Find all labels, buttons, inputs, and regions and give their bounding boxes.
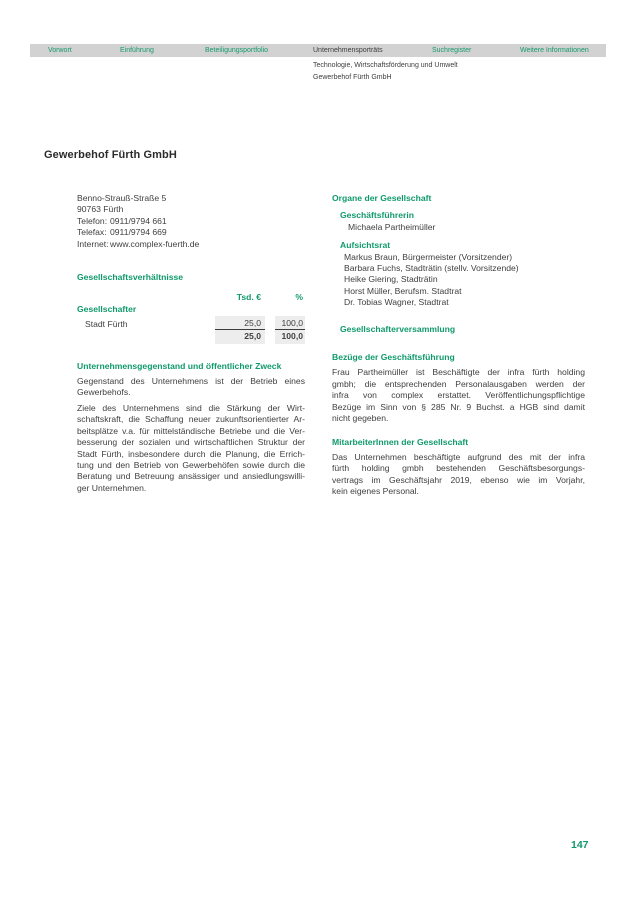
nav-item-beteiligungsportfolio[interactable]: Beteiligungsportfolio xyxy=(205,47,269,54)
right-column xyxy=(332,193,585,498)
contact-internet xyxy=(77,239,305,250)
subheading-aufsichtsrat: Aufsichtsrat xyxy=(340,240,391,251)
group-label-gesellschafter: Gesellschafter xyxy=(77,304,137,315)
section-heading-unternehmensgegenstand: Unternehmensgegenstand und öffentlicher Zweck xyxy=(77,360,282,371)
website-link[interactable]: www.complex-fuerth.de xyxy=(110,238,200,249)
list-item: Horst Müller, Berufsm. Stadtrat xyxy=(344,285,462,296)
section-heading-gesellschaftsverhaeltnisse: Gesellschaftsverhältnisse xyxy=(77,272,184,283)
page-title: Gewerbehof Fürth GmbH xyxy=(44,149,177,161)
breadcrumb xyxy=(313,60,458,84)
subheading-gesellschafterversammlung: Gesellschafterversammlung xyxy=(340,323,456,334)
shareholder-name: Stadt Fürth xyxy=(85,318,128,329)
purpose-paragraph-2: Ziele des Unternehmens sind die Stärkung der Wirt- schaftskraft, die Schaffung neuer zukunftsorientierter Ar- beitsplätze v.a. für mittelständische Betriebe und die Ver- besserung der sozialen und wirtschaftlichen Struktur der Stadt Fürth, insbesondere durch die Planung, die Errich- tung und den Betrieb von Gewerbehöfen sowie durch die Beratung und Betreuung ansässiger und ansiedlungswilli- ger Unternehmen. xyxy=(77,402,305,493)
table-total-row xyxy=(77,330,305,343)
column-header-percent: % xyxy=(295,292,303,303)
page-number: 147 xyxy=(571,839,589,851)
mitarbeiter-paragraph: Das Unternehmen beschäftigte aufgrund des mit der infra fürth holding gmbh bestehenden Geschäftsbesorgungs- vertrags im Geschäftsjahr 2019, ebenso wie im Vorjahr, kein eigenes Personal. xyxy=(332,451,585,497)
address-city: 90763 Fürth xyxy=(77,204,124,215)
contact-fax-label: Telefax: xyxy=(77,227,107,238)
section-heading-organe: Organe der Gesellschaft xyxy=(332,193,432,203)
aufsichtsrat-member-list xyxy=(332,252,585,309)
purpose-paragraph-1: Gegenstand des Unternehmens ist der Betrieb eines Gewerbehofs. xyxy=(77,376,305,398)
nav-bar xyxy=(30,44,606,57)
section-heading-bezuege: Bezüge der Geschäftsführung xyxy=(332,352,455,363)
section-heading-mitarbeiter: MitarbeiterInnen der Gesellschaft xyxy=(332,436,469,447)
list-item: Markus Braun, Bürgermeister (Vorsitzender) xyxy=(344,251,513,262)
geschaeftsfuehrerin-name: Michaela Partheimüller xyxy=(348,221,436,232)
list-item: Heike Giering, Stadträtin xyxy=(344,274,438,285)
subheading-geschaeftsfuehrerin: Geschäftsführerin xyxy=(340,210,415,221)
contact-internet-label: Internet: xyxy=(77,238,109,249)
breadcrumb-category: Technologie, Wirtschaftsförderung und Umwelt xyxy=(313,62,458,69)
nav-item-weitere-informationen[interactable]: Weitere Informationen xyxy=(520,47,589,54)
column-header-tsd: Tsd. € xyxy=(236,292,261,303)
contact-fax-value: 0911/9794 669 xyxy=(110,227,167,238)
shareholder-tsd: 25,0 xyxy=(215,316,265,330)
shareholder-percent: 100,0 xyxy=(275,316,305,330)
list-item: Dr. Tobias Wagner, Stadtrat xyxy=(344,297,449,308)
bezuege-paragraph: Frau Partheimüller ist Beschäftigte der infra fürth holding gmbh; die entsprechenden Personalausgaben werden der infra von complex erstattet. Veröffentlichungspflichtige Bezüge im Sinn von § 285 Nr. 9 Buchst. a HGB sind damit nicht gegeben. xyxy=(332,367,585,424)
contact-phone-value: 0911/9794 661 xyxy=(110,215,167,226)
total-percent: 100,0 xyxy=(275,330,305,343)
contact-phone xyxy=(77,216,305,227)
nav-item-suchregister[interactable]: Suchregister xyxy=(432,47,472,54)
breadcrumb-company: Gewerbehof Fürth GmbH xyxy=(313,74,392,81)
address-street: Benno-Strauß-Straße 5 xyxy=(77,193,167,203)
nav-item-unternehmensportraets[interactable]: Unternehmensporträts xyxy=(313,47,383,54)
nav-item-einfuehrung[interactable]: Einführung xyxy=(120,47,154,54)
total-tsd: 25,0 xyxy=(215,330,265,343)
table-row xyxy=(77,316,305,330)
table-header-row xyxy=(77,290,305,303)
address-block xyxy=(77,193,305,250)
contact-fax xyxy=(77,227,305,238)
nav-item-vorwort[interactable]: Vorwort xyxy=(48,47,72,54)
contact-phone-label: Telefon: xyxy=(77,215,108,226)
table-group-row xyxy=(77,304,305,315)
list-item: Barbara Fuchs, Stadträtin (stellv. Vorsitzende) xyxy=(344,263,519,274)
left-column xyxy=(77,193,305,494)
shareholding-table xyxy=(77,290,305,343)
